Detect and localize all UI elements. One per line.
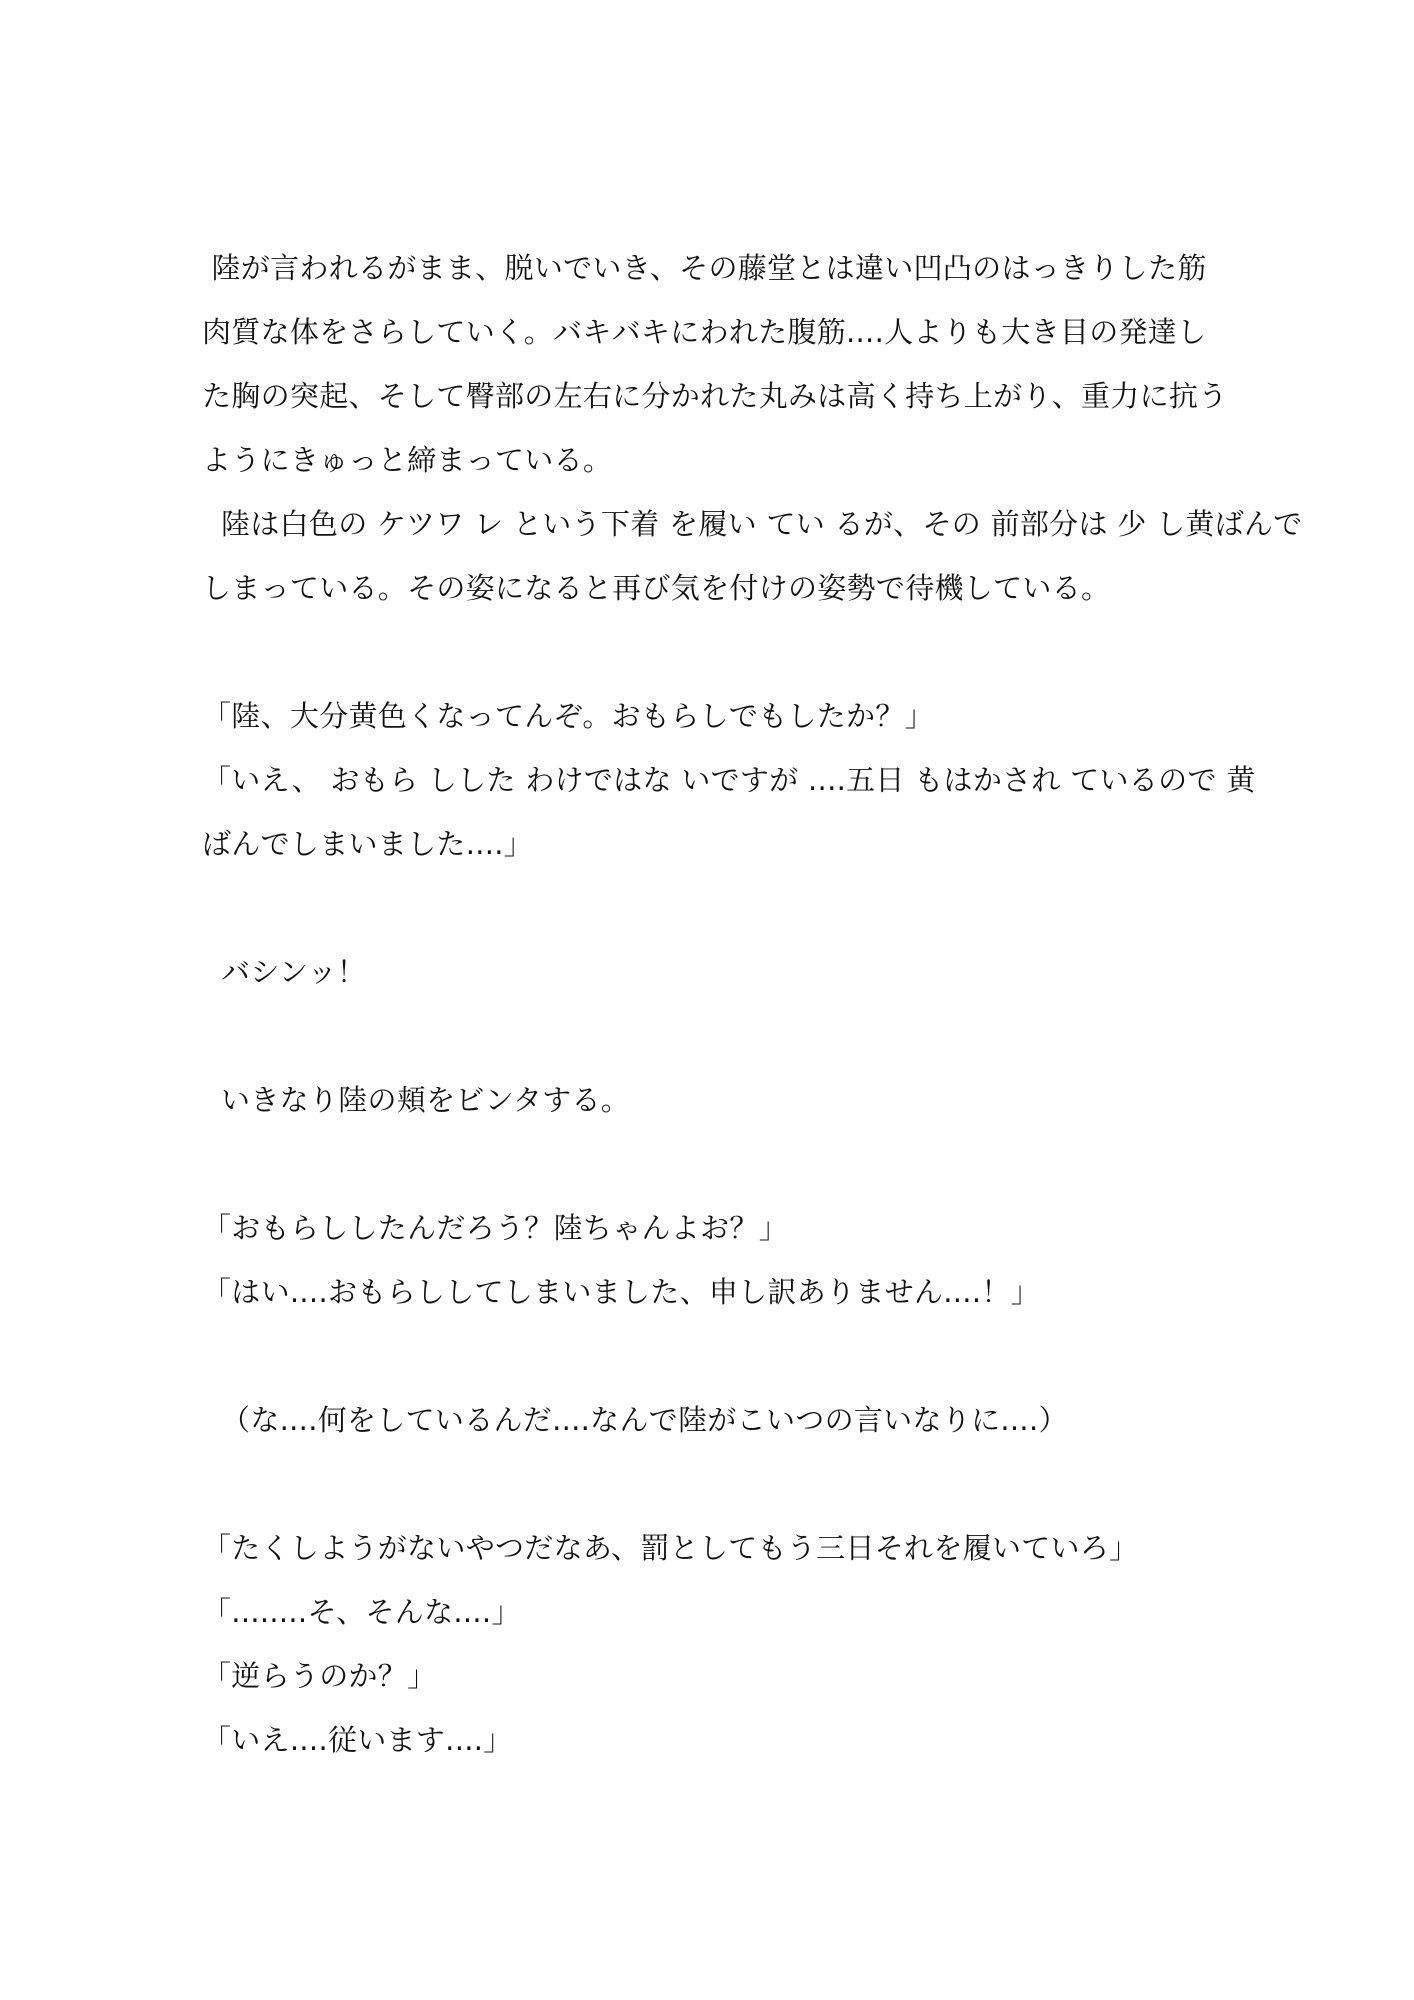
paragraph-line: 陸は白色の ケツワ レ という下着 を履い てい るが、その 前部分は 少 し黄ばんで <box>202 507 1303 541</box>
inner-thought-line: （な....何をしているんだ....なんで陸がこいつの言いなりに....） <box>202 1403 1068 1437</box>
dialogue-line: 「はい....おもらししてしまいました、申し訳ありません....！」 <box>202 1275 1040 1309</box>
dialogue-line: ばんでしまいました....」 <box>202 827 534 861</box>
paragraph-line: た胸の突起、そして臀部の左右に分かれた丸みは高く持ち上がり、重力に抗う <box>202 379 1228 413</box>
paragraph-line: ようにきゅっと締まっている。 <box>202 443 613 477</box>
narration-line: いきなり陸の頬をビンタする。 <box>202 1083 631 1117</box>
dialogue-line: 「陸、大分黄色くなってんぞ。おもらしでもしたか？」 <box>202 699 934 733</box>
dialogue-line: 「........そ、そんな....」 <box>202 1595 521 1629</box>
dialogue-line: 「いえ....従います....」 <box>202 1723 513 1757</box>
dialogue-line: 「いえ、 おもら しした わけではな いですが ....五日 もはかされ ているので 黄 <box>202 763 1256 797</box>
dialogue-line: 「逆らうのか？」 <box>202 1659 437 1693</box>
dialogue-line: 「たくしようがないやつだなあ、罰としてもう三日それを履いていろ」 <box>202 1531 1139 1565</box>
paragraph-line: 陸が言われるがまま、脱いでいき、その藤堂とは違い凹凸のはっきりした筋 <box>202 251 1207 285</box>
sound-effect-line: バシンッ！ <box>202 955 367 989</box>
dialogue-line: 「おもらししたんだろう？陸ちゃんよお？」 <box>202 1211 789 1245</box>
paragraph-line: 肉質な体をさらしていく。バキバキにわれた腹筋....人よりも大き目の発達し <box>202 315 1207 349</box>
paragraph-line: しまっている。その姿になると再び気を付けの姿勢で待機している。 <box>202 571 1111 605</box>
